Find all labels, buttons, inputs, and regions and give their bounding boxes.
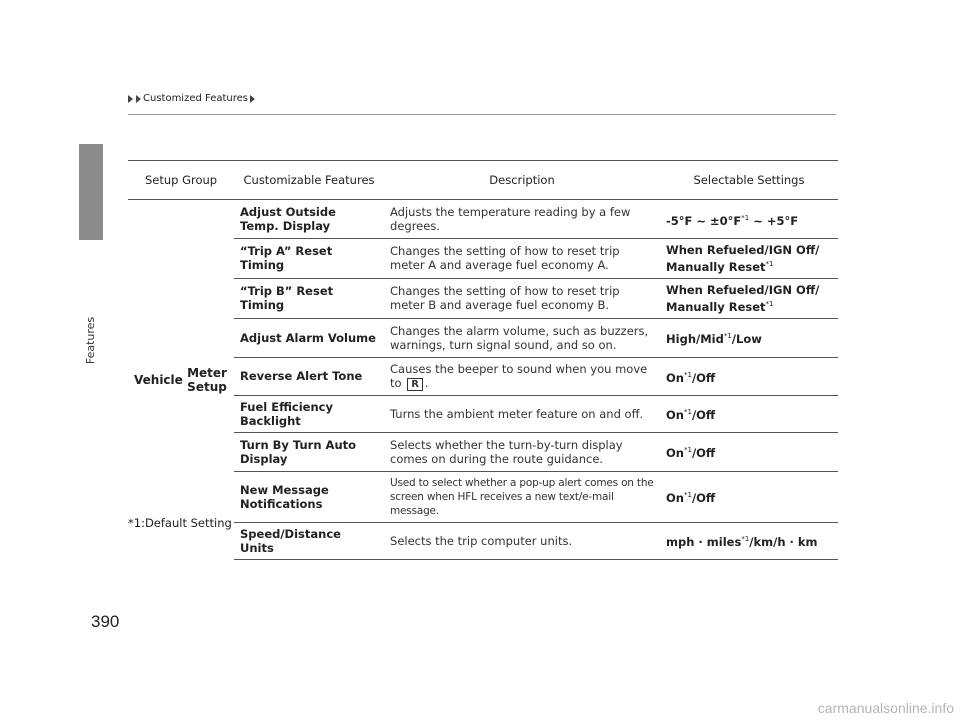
feature-name: Fuel Efficiency Backlight [234,395,384,432]
table-row [128,522,838,559]
feature-name: Adjust Alarm Volume [234,318,384,357]
header-setup-group: Setup Group [128,161,234,200]
header-selectable-settings: Selectable Settings [660,161,838,200]
header-description: Description [384,161,660,200]
feature-setting: High/Mid$^{*1}$/Low [660,318,838,357]
table-row [128,318,838,357]
feature-description: Causes the beeper to sound when you move to R . [384,357,660,395]
feature-description: Changes the setting of how to reset trip meter B and average fuel economy B. [384,278,660,318]
feature-description: Changes the alarm volume, such as buzzers, warnings, turn signal sound, and so on. [384,318,660,357]
feature-name: Adjust Outside Temp. Display [234,200,384,239]
table-header-row [128,161,838,200]
breadcrumb [128,93,255,104]
chevron-right-icon [250,95,255,103]
feature-setting: On$^{*1}$/Off [660,395,838,432]
feature-name: “Trip B” Reset Timing [234,278,384,318]
table-row [128,432,838,471]
feature-name: Turn By Turn Auto Display [234,432,384,471]
feature-description: Selects whether the turn-by-turn display comes on during the route guidance. [384,432,660,471]
feature-description: Used to select whether a pop-up alert comes on the screen when HFL receives a new text/e-mail message. [384,471,660,522]
reverse-gear-key: R [407,378,423,391]
feature-name: Speed/Distance Units [234,522,384,559]
default-setting-footnote: *1:Default Setting [128,516,232,530]
setup-subgroup-meter: Meter Setup [187,365,227,394]
breadcrumb-label: Customized Features [143,93,249,104]
feature-description: Selects the trip computer units. [384,522,660,559]
feature-setting: When Refueled/IGN Off/ Manually Reset$^{*1}$ [660,239,838,279]
feature-description: Changes the setting of how to reset trip meter A and average fuel economy A. [384,239,660,279]
table-row [128,471,838,522]
table-row [128,278,838,318]
feature-description: Adjusts the temperature reading by a few degrees. [384,200,660,239]
feature-name: “Trip A” Reset Timing [234,239,384,279]
header-customizable-features: Customizable Features [234,161,384,200]
table-row [128,200,838,239]
feature-setting: When Refueled/IGN Off/ Manually Reset$^{*1}$ [660,278,838,318]
feature-setting: On$^{*1}$/Off [660,471,838,522]
page-number: 390 [91,612,120,631]
table-row [128,395,838,432]
feature-description: Turns the ambient meter feature on and off. [384,395,660,432]
feature-setting: On$^{*1}$/Off [660,432,838,471]
feature-setting: -5°F ~ $\pm 0^\circ F^{*1}$ ~ +5°F [660,200,838,239]
feature-name: Reverse Alert Tone [234,357,384,395]
feature-setting: On$^{*1}$/Off [660,357,838,395]
section-label: Features [84,316,98,364]
watermark: carmanualsonline.info [817,700,954,716]
feature-name: New Message Notifications [234,471,384,522]
table-row [128,239,838,279]
feature-setting: mph · miles$^{*1}$/km/h · km [660,522,838,559]
table-row [128,357,838,395]
section-tab-marker [79,144,103,240]
customizable-features-table [128,160,838,560]
chevron-right-icon [128,95,133,103]
setup-group-vehicle: Vehicle [134,372,183,387]
header-rule [128,114,836,115]
chevron-right-icon [136,95,141,103]
